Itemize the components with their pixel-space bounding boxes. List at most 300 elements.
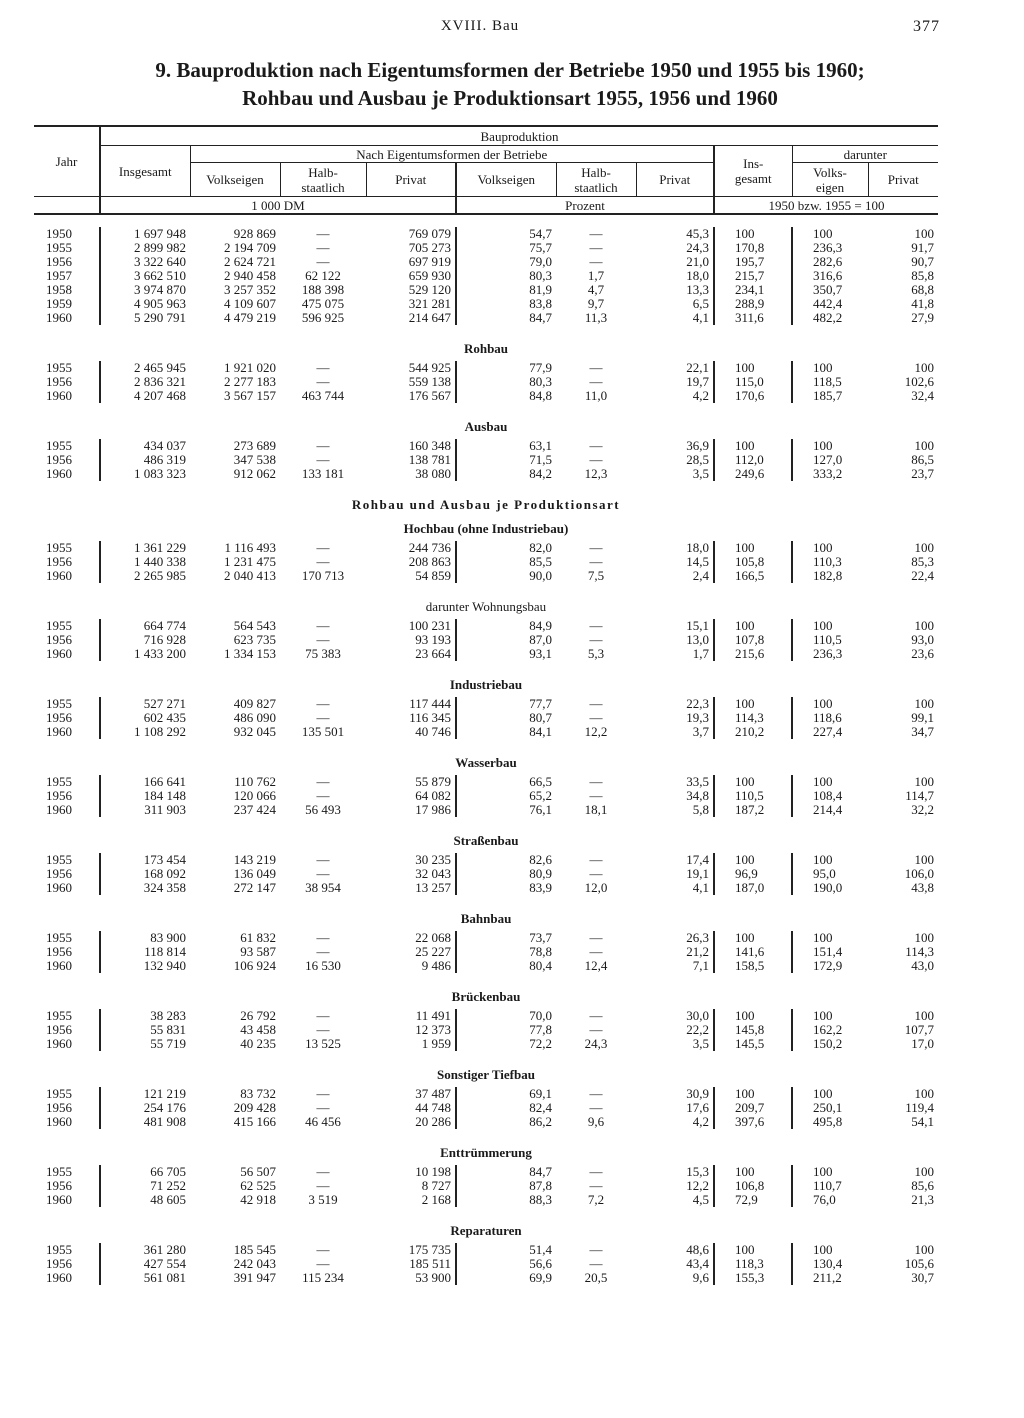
cell-halbstaatlich-dm: 463 744 [301,388,345,403]
section-label: Reparaturen [450,1223,522,1238]
cell-privat-dm: 559 138 [408,374,451,389]
cell-volkseigen-dm: 3 257 352 [224,282,276,297]
table-row [34,959,938,973]
cell-volkseigen-index: 100 [792,227,868,241]
cell-halbstaatlich-dm: — [316,930,330,945]
cell-volkseigen-dm: 273 689 [233,438,276,453]
cell-volkseigen-pct: 80,3 [456,375,556,389]
cell-insgesamt-index: 141,6 [714,945,792,959]
cell-volkseigen-index: 482,2 [792,311,868,325]
cell-privat-index: 90,7 [911,254,934,269]
header-insgesamt: Insgesamt [100,146,190,197]
cell-insgesamt-dm: 2 899 982 [100,241,190,255]
cell-volkseigen-dm: 62 525 [240,1178,276,1193]
cell-volkseigen-index: 100 [792,697,868,711]
cell-year: 1956 [46,788,72,803]
cell-halbstaatlich-dm: — [316,1164,330,1179]
section-heading [34,415,938,439]
cell-privat-pct: 12,2 [686,1178,709,1193]
cell-volkseigen-pct: 84,7 [456,311,556,325]
cell-volkseigen-index: 100 [792,439,868,453]
cell-privat-pct: 15,3 [686,1164,709,1179]
cell-insgesamt-index: 106,8 [714,1179,792,1193]
cell-privat-index: 100 [914,1242,934,1257]
cell-privat-dm: 529 120 [408,282,451,297]
cell-privat-pct: 6,5 [692,296,709,311]
cell-privat-dm: 176 567 [408,388,451,403]
cell-privat-index: 23,6 [911,646,934,661]
table-row [34,697,938,711]
section-heading [34,751,938,775]
cell-halbstaatlich-dm: — [316,438,330,453]
cell-halbstaatlich-dm: 38 954 [305,880,341,895]
cell-halbstaatlich-dm: — [316,618,330,633]
cell-halbstaatlich-dm: 62 122 [305,268,341,283]
cell-volkseigen-index: 100 [792,541,868,555]
cell-privat-pct: 4,5 [692,1192,709,1207]
cell-privat-dm: 44 748 [415,1100,451,1115]
table-title-line-1: 9. Bauproduktion nach Eigentumsformen der Betriebe 1950 und 1955 bis 1960; [155,58,865,82]
cell-privat-index: 32,2 [911,802,934,817]
cell-privat-index: 100 [914,696,934,711]
table-body [34,214,938,1297]
cell-halbstaatlich-dm: 13 525 [305,1036,341,1051]
cell-insgesamt-index: 96,9 [714,867,792,881]
cell-volkseigen-pct: 78,8 [456,945,556,959]
header-privat-index: Privat [868,163,938,197]
header-halbstaatlich-pct: Halb- staatlich [556,163,636,197]
table-row [34,775,938,789]
section-label: Enttrümmerung [440,1145,532,1160]
cell-volkseigen-index: 282,6 [792,255,868,269]
table-row [34,1257,938,1271]
cell-volkseigen-pct: 76,1 [456,803,556,817]
cell-insgesamt-index: 72,9 [714,1193,792,1207]
cell-halbstaatlich-dm: — [316,1256,330,1271]
cell-year: 1956 [46,1100,72,1115]
cell-halbstaatlich-dm: — [316,788,330,803]
cell-halbstaatlich-dm: 16 530 [305,958,341,973]
cell-privat-dm: 705 273 [408,240,451,255]
page-number: 377 [913,18,940,35]
cell-privat-dm: 23 664 [415,646,451,661]
cell-volkseigen-pct: 65,2 [456,789,556,803]
cell-year: 1960 [46,388,72,403]
cell-volkseigen-dm: 136 049 [233,866,276,881]
cell-privat-dm: 321 281 [408,296,451,311]
cell-insgesamt-dm: 3 662 510 [100,269,190,283]
table-row [34,853,938,867]
cell-privat-index: 91,7 [911,240,934,255]
section-label: Industriebau [449,677,523,692]
cell-halbstaatlich-dm: 188 398 [301,282,345,297]
cell-privat-pct: 34,8 [686,788,709,803]
cell-insgesamt-dm: 4 207 468 [100,389,190,403]
cell-volkseigen-index: 350,7 [792,283,868,297]
cell-volkseigen-index: 118,6 [792,711,868,725]
cell-privat-index: 114,3 [905,944,934,959]
cell-volkseigen-dm: 242 043 [233,1256,276,1271]
cell-privat-index: 85,3 [911,554,934,569]
cell-year: 1956 [46,254,72,269]
cell-insgesamt-dm: 132 940 [100,959,190,973]
cell-volkseigen-dm: 120 066 [233,788,276,803]
cell-volkseigen-index: 442,4 [792,297,868,311]
cell-insgesamt-dm: 118 814 [100,945,190,959]
cell-insgesamt-index: 100 [714,1243,792,1257]
table-row [34,1165,938,1179]
cell-volkseigen-dm: 409 827 [233,696,276,711]
cell-halbstaatlich-pct: 12,4 [584,958,608,973]
cell-privat-dm: 10 198 [415,1164,451,1179]
cell-volkseigen-dm: 1 231 475 [224,554,276,569]
table-row [34,361,938,375]
cell-year: 1960 [46,724,72,739]
cell-privat-pct: 28,5 [686,452,709,467]
cell-privat-pct: 15,1 [686,618,709,633]
cell-insgesamt-index: 110,5 [714,789,792,803]
cell-privat-pct: 3,7 [692,724,709,739]
table-row [34,1179,938,1193]
cell-halbstaatlich-dm: — [316,1022,330,1037]
cell-year: 1960 [46,1114,72,1129]
cell-volkseigen-dm: 4 109 607 [224,296,276,311]
table-row [34,283,938,297]
section-heading [34,829,938,853]
cell-privat-pct: 26,3 [686,930,709,945]
cell-halbstaatlich-pct: 9,7 [587,296,605,311]
cell-year: 1955 [46,240,72,255]
table-row [34,541,938,555]
cell-volkseigen-index: 118,5 [792,375,868,389]
cell-halbstaatlich-pct: — [589,774,603,789]
section-label: Straßenbau [453,833,519,848]
cell-volkseigen-index: 250,1 [792,1101,868,1115]
cell-privat-index: 114,7 [905,788,934,803]
cell-volkseigen-dm: 1 334 153 [224,646,276,661]
section-title: XVIII. Bau [440,18,520,34]
cell-privat-index: 100 [914,226,934,241]
cell-halbstaatlich-pct: — [589,852,603,867]
unit-thousand-dm: 1 000 DM [100,197,456,215]
cell-privat-pct: 1,7 [692,646,709,661]
cell-year: 1958 [46,282,72,297]
cell-volkseigen-dm: 93 587 [240,944,276,959]
cell-insgesamt-index: 107,8 [714,633,792,647]
cell-privat-index: 107,7 [904,1022,934,1037]
cell-privat-index: 17,0 [911,1036,934,1051]
cell-privat-dm: 37 487 [415,1086,451,1101]
cell-year: 1955 [46,540,72,555]
cell-volkseigen-index: 151,4 [792,945,868,959]
cell-insgesamt-index: 100 [714,619,792,633]
cell-privat-dm: 12 373 [415,1022,451,1037]
cell-year: 1956 [46,1178,72,1193]
cell-insgesamt-dm: 1 697 948 [100,227,190,241]
cell-volkseigen-index: 100 [792,1243,868,1257]
cell-year: 1956 [46,866,72,881]
table-title-line-2: Rohbau und Ausbau je Produktionsart 1955, 1956 und 1960 [242,86,778,110]
cell-privat-dm: 13 257 [415,880,451,895]
cell-year: 1956 [46,554,72,569]
cell-insgesamt-dm: 3 322 640 [100,255,190,269]
cell-privat-index: 32,4 [911,388,934,403]
cell-halbstaatlich-dm: — [316,1100,330,1115]
table-row [34,789,938,803]
cell-privat-pct: 18,0 [686,540,709,555]
cell-volkseigen-dm: 209 428 [233,1100,276,1115]
cell-volkseigen-index: 172,9 [792,959,868,973]
cell-halbstaatlich-pct: — [589,438,603,453]
cell-privat-index: 41,8 [911,296,934,311]
cell-halbstaatlich-pct: — [589,254,603,269]
cell-halbstaatlich-pct: — [589,554,603,569]
table-row [34,1243,938,1257]
cell-insgesamt-dm: 664 774 [100,619,190,633]
cell-volkseigen-index: 150,2 [792,1037,868,1051]
section-label: Brückenbau [451,989,521,1004]
cell-volkseigen-index: 95,0 [792,867,868,881]
cell-insgesamt-index: 166,5 [714,569,792,583]
cell-volkseigen-index: 333,2 [792,467,868,481]
cell-insgesamt-index: 249,6 [714,467,792,481]
cell-volkseigen-dm: 347 538 [233,452,276,467]
cell-privat-index: 106,0 [904,866,934,881]
cell-volkseigen-dm: 1 116 493 [224,540,276,555]
cell-halbstaatlich-pct: 12,2 [584,724,608,739]
cell-insgesamt-dm: 71 252 [100,1179,190,1193]
cell-insgesamt-index: 195,7 [714,255,792,269]
cell-insgesamt-index: 187,0 [714,881,792,895]
cell-privat-dm: 22 068 [415,930,451,945]
cell-volkseigen-pct: 69,1 [456,1087,556,1101]
cell-year: 1955 [46,438,72,453]
cell-year: 1956 [46,1022,72,1037]
cell-halbstaatlich-pct: — [589,360,603,375]
cell-privat-dm: 1 959 [421,1036,451,1051]
cell-halbstaatlich-pct: 1,7 [587,268,605,283]
cell-year: 1960 [46,880,72,895]
cell-halbstaatlich-pct: — [589,1178,603,1193]
cell-volkseigen-dm: 272 147 [233,880,276,895]
cell-halbstaatlich-pct: — [589,696,603,711]
cell-volkseigen-dm: 143 219 [233,852,276,867]
cell-insgesamt-dm: 48 605 [100,1193,190,1207]
cell-privat-index: 100 [914,1086,934,1101]
header-bauproduktion: Bauproduktion [100,126,938,146]
cell-volkseigen-dm: 486 090 [233,710,276,725]
header-jahr: Jahr [34,126,100,197]
cell-halbstaatlich-dm: — [316,374,330,389]
cell-volkseigen-dm: 623 735 [233,632,276,647]
cell-insgesamt-index: 311,6 [714,311,792,325]
cell-privat-index: 86,5 [911,452,934,467]
cell-volkseigen-pct: 77,8 [456,1023,556,1037]
cell-insgesamt-dm: 1 083 323 [100,467,190,481]
cell-volkseigen-dm: 3 567 157 [224,388,276,403]
section-label: Rohbau [463,341,509,356]
cell-privat-index: 43,8 [911,880,934,895]
cell-volkseigen-dm: 237 424 [233,802,276,817]
cell-volkseigen-pct: 66,5 [456,775,556,789]
cell-insgesamt-dm: 3 974 870 [100,283,190,297]
cell-halbstaatlich-dm: 56 493 [305,802,341,817]
cell-privat-index: 23,7 [911,466,934,481]
cell-insgesamt-dm: 38 283 [100,1009,190,1023]
cell-volkseigen-dm: 43 458 [240,1022,276,1037]
cell-halbstaatlich-pct: — [589,240,603,255]
table-row [34,453,938,467]
cell-halbstaatlich-dm: — [316,1008,330,1023]
cell-privat-pct: 33,5 [686,774,709,789]
cell-volkseigen-pct: 73,7 [456,931,556,945]
section-label: Hochbau (ohne Industriebau) [403,521,569,536]
cell-halbstaatlich-pct: — [589,1086,603,1101]
cell-volkseigen-index: 100 [792,1165,868,1179]
cell-year: 1955 [46,852,72,867]
cell-halbstaatlich-dm: — [316,710,330,725]
section-heading [34,1219,938,1243]
cell-year: 1960 [46,1192,72,1207]
section-heading [34,517,938,541]
section-label: Sonstiger Tiefbau [437,1067,535,1082]
cell-volkseigen-dm: 2 194 709 [224,240,276,255]
cell-insgesamt-dm: 184 148 [100,789,190,803]
cell-privat-dm: 214 647 [408,310,451,325]
cell-privat-dm: 55 879 [415,774,451,789]
section-heading [34,595,938,619]
header-volkseigen: Volkseigen [190,163,280,197]
cell-halbstaatlich-dm: — [316,226,330,241]
section-heading [34,1141,938,1165]
cell-volkseigen-pct: 84,7 [456,1165,556,1179]
cell-volkseigen-index: 236,3 [792,647,868,661]
table-row [34,1023,938,1037]
cell-halbstaatlich-pct: — [589,1008,603,1023]
cell-privat-dm: 53 900 [415,1270,451,1285]
table-row [34,725,938,739]
cell-halbstaatlich-dm: — [316,452,330,467]
cell-halbstaatlich-dm: — [316,554,330,569]
cell-volkseigen-pct: 77,7 [456,697,556,711]
cell-privat-pct: 30,0 [686,1008,709,1023]
cell-insgesamt-index: 100 [714,1165,792,1179]
cell-insgesamt-index: 100 [714,227,792,241]
cell-privat-index: 100 [914,852,934,867]
cell-halbstaatlich-pct: 9,6 [587,1114,605,1129]
header-halbstaatlich: Halb- staatlich [280,163,366,197]
cell-volkseigen-dm: 40 235 [240,1036,276,1051]
cell-privat-index: 93,0 [911,632,934,647]
cell-privat-pct: 3,5 [692,466,709,481]
cell-halbstaatlich-dm: 135 501 [301,724,345,739]
table-row [34,255,938,269]
cell-privat-pct: 4,1 [692,310,709,325]
cell-privat-pct: 13,3 [686,282,709,297]
cell-privat-dm: 93 193 [415,632,451,647]
cell-volkseigen-pct: 84,9 [456,619,556,633]
cell-privat-index: 100 [914,774,934,789]
cell-privat-index: 22,4 [911,568,934,583]
cell-privat-dm: 38 080 [415,466,451,481]
cell-volkseigen-pct: 77,9 [456,361,556,375]
table-row [34,569,938,583]
section-heading [34,337,938,361]
cell-halbstaatlich-pct: — [589,226,603,241]
section-heading [34,907,938,931]
cell-insgesamt-dm: 2 836 321 [100,375,190,389]
cell-halbstaatlich-pct: 5,3 [587,646,605,661]
cell-year: 1955 [46,1242,72,1257]
cell-privat-pct: 21,0 [686,254,709,269]
cell-insgesamt-index: 170,6 [714,389,792,403]
section-heading [34,985,938,1009]
cell-halbstaatlich-pct: — [589,1100,603,1115]
cell-halbstaatlich-pct: 20,5 [584,1270,608,1285]
cell-privat-dm: 116 345 [409,710,451,725]
cell-halbstaatlich-pct: — [589,1022,603,1037]
cell-halbstaatlich-dm: 3 519 [308,1192,338,1207]
cell-privat-dm: 25 227 [415,944,451,959]
cell-privat-index: 27,9 [911,310,934,325]
cell-privat-pct: 45,3 [686,226,709,241]
cell-insgesamt-index: 100 [714,853,792,867]
cell-privat-index: 105,6 [904,1256,934,1271]
cell-privat-index: 100 [914,540,934,555]
cell-halbstaatlich-pct: — [589,540,603,555]
cell-privat-dm: 30 235 [415,852,451,867]
section-super-heading: Rohbau und Ausbau je Produktionsart [351,497,621,512]
header-nach-eigentum: Nach Eigentumsformen der Betriebe [190,146,714,163]
cell-volkseigen-pct: 80,9 [456,867,556,881]
cell-volkseigen-index: 100 [792,931,868,945]
cell-privat-index: 54,1 [911,1114,934,1129]
cell-insgesamt-dm: 66 705 [100,1165,190,1179]
cell-year: 1955 [46,930,72,945]
cell-insgesamt-dm: 5 290 791 [100,311,190,325]
cell-halbstaatlich-pct: — [589,1242,603,1257]
cell-volkseigen-dm: 185 545 [233,1242,276,1257]
cell-privat-pct: 17,6 [686,1100,709,1115]
cell-volkseigen-index: 76,0 [792,1193,868,1207]
cell-privat-dm: 208 863 [408,554,451,569]
cell-volkseigen-index: 182,8 [792,569,868,583]
cell-halbstaatlich-pct: — [589,944,603,959]
table-row [34,945,938,959]
cell-privat-pct: 22,3 [686,696,709,711]
cell-insgesamt-index: 114,3 [714,711,792,725]
cell-year: 1955 [46,774,72,789]
table-row [34,227,938,241]
cell-insgesamt-dm: 55 719 [100,1037,190,1051]
cell-volkseigen-index: 110,7 [792,1179,868,1193]
cell-volkseigen-dm: 2 940 458 [224,268,276,283]
cell-privat-dm: 769 079 [408,226,451,241]
cell-insgesamt-index: 170,8 [714,241,792,255]
cell-halbstaatlich-pct: 12,0 [584,880,608,895]
cell-insgesamt-dm: 481 908 [100,1115,190,1129]
cell-volkseigen-pct: 81,9 [456,283,556,297]
cell-halbstaatlich-dm: — [316,632,330,647]
cell-halbstaatlich-pct: — [589,632,603,647]
cell-privat-pct: 17,4 [686,852,709,867]
table-row [34,711,938,725]
table-row [34,1115,938,1129]
cell-privat-pct: 21,2 [686,944,709,959]
table-row [34,633,938,647]
cell-privat-index: 85,6 [911,1178,934,1193]
cell-volkseigen-pct: 87,0 [456,633,556,647]
